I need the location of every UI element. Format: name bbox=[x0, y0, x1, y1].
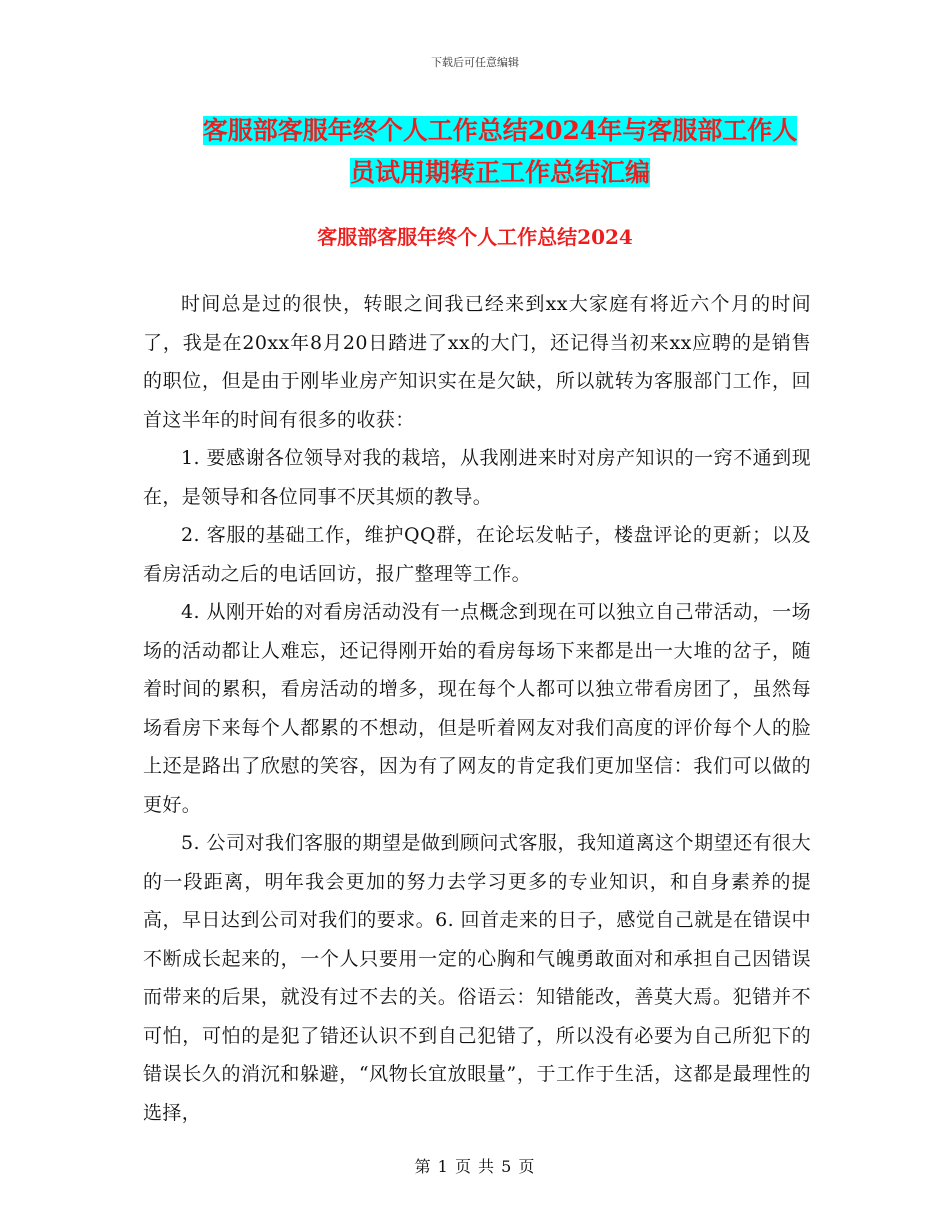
document-main-title bbox=[140, 110, 860, 194]
paragraph-item-4: 4. 从刚开始的对看房活动没有一点概念到现在可以独立自己带活动，一场场的活动都让人难忘，还记得刚开始的看房每场下来都是出一大堆的岔子，随着时间的累积，看房活动的增多，现在每个人都可以独立带看房团了，虽然每场看房下来每个人都累的不想动，但是听着网友对我们高度的评价每个人的脸上还是路出了欣慰的笑容，因为有了网友的肯定我们更加坚信：我们可以做的更好。 bbox=[143, 601, 811, 816]
paragraph-item-2: 2. 客服的基础工作，维护QQ群，在论坛发帖子，楼盘评论的更新；以及看房活动之后的电话回访，报广整理等工作。 bbox=[143, 524, 811, 585]
section-title: 客服部客服年终个人工作总结2024 bbox=[317, 225, 633, 249]
main-title-line-1: 客服部客服年终个人工作总结2024年与客服部工作人 bbox=[202, 116, 798, 145]
page-footer: 第 1 页 共 5 页 bbox=[414, 1157, 536, 1176]
header-note: 下载后可任意编辑 bbox=[431, 56, 519, 69]
paragraph-item-1: 1. 要感谢各位领导对我的栽培，从我刚进来时对房产知识的一窍不通到现在，是领导和各位同事不厌其烦的教导。 bbox=[143, 447, 811, 508]
paragraph-item-5: 5. 公司对我们客服的期望是做到顾问式客服，我知道离这个期望还有很大的一段距离，明年我会更加的努力去学习更多的专业知识，和自身素养的提高，早日达到公司对我们的要求。6. 回首走来的日子，感觉自己就是在错误中不断成长起来的，一个人只要用一定的心胸和气魄勇敢面对和承担自己因错误而带来的后果，就没有过不去的关。俗语云：知错能改，善莫大焉。犯错并不可怕，可怕的是犯了错还认识不到自己犯错了，所以没有必要为自己所犯下的错误长久的消沉和躲避，“风物长宜放眼量”，于工作于生活，这都是最理性的选择， bbox=[143, 832, 811, 1124]
document-body bbox=[143, 285, 811, 1132]
paragraph-intro: 时间总是过的很快，转眼之间我已经来到xx大家庭有将近六个月的时间了，我是在20xx年8月20日踏进了xx的大门，还记得当初来xx应聘的是销售的职位，但是由于刚毕业房产知识实在是欠缺，所以就转为客服部门工作，回首这半年的时间有很多的收获： bbox=[143, 293, 811, 431]
main-title-line-2: 员试用期转正工作总结汇编 bbox=[349, 158, 650, 187]
